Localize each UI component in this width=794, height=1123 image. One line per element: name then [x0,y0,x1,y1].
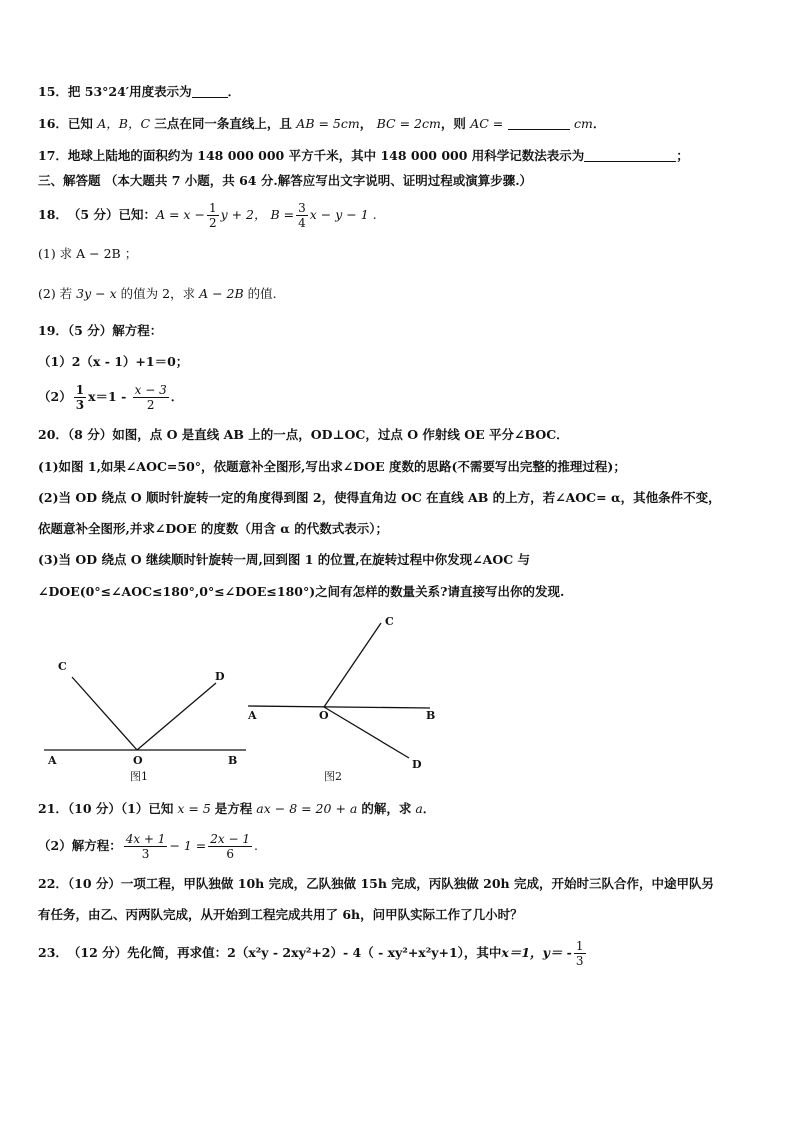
label-c: C [385,615,394,628]
fraction [133,383,169,412]
expr: x = 5 [177,801,211,816]
fraction [207,201,219,230]
expr: x − y − 1 . [309,207,377,222]
punct: ． [422,801,436,816]
expr-bc: BC = 2cm [376,116,441,131]
text: 的值. [247,286,277,301]
punct: ． [592,116,606,131]
score: （12 分） [67,945,128,960]
score: （8 分） [67,427,113,442]
question-number: 20． [38,427,68,442]
line-ab [248,706,430,708]
question-18 [38,200,377,230]
q20-part3-line2: ∠DOE(0°≤∠AOC≤180°,0°≤∠DOE≤180°)之间有怎样的数量关系?请直接写出你的发现. [38,584,565,599]
score: （5 分） [67,207,119,222]
question-text: 一项工程，甲队独做 10h 完成，乙队独做 15h 完成，丙队独做 20h 完成，开始时三队合作，中途甲队另 [120,876,714,891]
question-16: 16．已知 A，B，C 三点在同一条直线上，且 AB = 5cm， BC = 2cm，则 AC = cm． [38,116,606,131]
q20-part1: (1)如图 1,如果∠AOC=50°，依题意补全图形,写出求∠DOE 度数的思路(不需要写出完整的推理过程)； [38,459,626,474]
text: 是方程 [214,801,253,816]
q19-part2 [38,381,183,413]
expr-ab: AB = 5cm [296,116,360,131]
label-b: B [426,709,436,722]
text: ，则 [440,116,466,131]
label-o: O [133,754,143,767]
label-a: A [248,709,257,722]
label-a: A [48,754,57,767]
text: （2）解方程： [38,838,122,853]
fraction [574,939,586,968]
answer-blank[interactable] [508,117,570,130]
ray-od [137,683,216,750]
denominator: 4 [298,215,306,230]
denominator: 2 [146,397,155,412]
punct: ； [676,148,689,163]
question-text: 先化简，再求值：2（x²y - 2xy²+2）- 4（ - xy²+x²y+1），其中 [127,945,502,960]
variable: a [415,801,423,816]
ray-oc [72,677,137,750]
x-value: x＝1， [501,945,543,960]
question-text: 把 53°24′用度表示为 [67,84,192,99]
question-number: 16． [38,116,68,131]
punct: ． [170,389,184,404]
label-c: C [58,660,67,673]
figure-caption: 图2 [324,770,342,783]
denominator: 3 [75,397,85,412]
ray-od [324,707,409,758]
text: 已知 [67,116,93,131]
q20-part3-line1: (3)当 OD 绕点 O 继续顺时针旋转一周,回到图 1 的位置,在旋转过程中你发现∠AOC 与 [38,552,531,567]
q19-part1: （1）2（x - 1）+1＝0； [38,354,189,369]
y-value: y＝ - [542,945,572,960]
numerator: 3 [298,200,306,215]
figure-2 [240,612,440,787]
numerator: x − 3 [134,382,167,397]
label-d: D [412,758,422,771]
equation: ax − 8 = 20 + a [256,801,358,816]
question-text: 地球上陆地的面积约为 148 000 000 平方千米，其中 148 000 000 用科学记数法表示为 [67,148,585,163]
figure-1 [38,650,258,790]
expr: y + 2， [220,207,267,222]
text: （1）已知 [120,801,174,816]
punct: . [254,838,259,853]
question-23 [38,936,588,970]
question-22-line2: 有任务，由乙、丙两队完成，从开始到工程完成共用了 6h，问甲队实际工作了几小时？ [38,907,523,922]
denominator: 3 [575,953,584,968]
fraction [124,832,168,861]
expr: A − 2B [199,286,244,301]
denominator: 3 [141,846,150,861]
numerator: 1 [575,938,584,953]
answer-blank[interactable] [192,85,228,98]
text: 已知： [118,207,156,222]
expr: 3y − x [76,286,117,301]
numerator: 2x − 1 [210,831,251,846]
denominator: 6 [226,846,234,861]
answer-blank[interactable] [584,149,676,162]
denominator: 2 [208,215,217,230]
question-15 [38,84,240,100]
expr: B = [270,207,295,222]
unit: cm [573,116,593,131]
numerator: 4x + 1 [125,831,166,846]
label-o: O [319,709,329,722]
text: 三点在同一条直线上，且 [154,116,292,131]
fraction [296,201,308,230]
fraction [74,383,86,412]
question-19 [38,323,162,339]
label-d: D [215,670,225,683]
expr: − 1 = [169,838,207,853]
q18-part2 [38,286,277,302]
fraction [208,832,252,861]
label-b: B [228,754,238,767]
question-number: 19． [38,323,68,338]
score: （10 分） [67,801,121,816]
question-number: 22． [38,876,68,891]
question-21 [38,801,435,817]
punct: ． [227,84,241,99]
question-text: 解方程： [112,323,163,338]
q21-part2 [38,828,258,864]
figure-caption: 图1 [130,770,148,783]
text: 的解，求 [361,801,412,816]
points: A，B，C [97,116,151,131]
question-number: 23． [38,945,68,960]
text: （2） [38,389,72,404]
q20-part2-line1: (2)当 OD 绕点 O 顺时针旋转一定的角度得到图 2，使得直角边 OC 在直线 AB 的上方，若∠AOC= α，其他条件不变， [38,490,721,505]
question-22-line1 [38,876,714,892]
question-number: 17． [38,148,68,163]
text: (2) 若 [38,286,73,301]
score: （5 分） [67,323,113,338]
question-number: 15． [38,84,68,99]
q20-part2-line2: 依题意补全图形,并求∠DOE 的度数（用含 α 的代数式表示）； [38,521,389,536]
question-20 [38,427,569,443]
text: x＝1 - [88,389,127,404]
q18-part1: (1) 求 A − 2B ； [38,246,138,261]
question-number: 18． [38,207,68,222]
score: （10 分） [67,876,121,891]
expr: A = x − [155,207,205,222]
question-text: 如图，点 O 是直线 AB 上的一点，OD⊥OC，过点 O 作射线 OE 平分∠BOC． [112,427,569,442]
ray-oc [324,623,381,707]
text: 的值为 2，求 [120,286,196,301]
numerator: 1 [75,382,85,397]
question-17 [38,148,689,164]
question-number: 21． [38,801,68,816]
numerator: 1 [208,200,217,215]
section-heading: 三、解答题 （本大题共 7 小题，共 64 分.解答应写出文字说明、证明过程或演算步骤.） [38,173,533,188]
expr-ac: AC = [470,116,504,131]
